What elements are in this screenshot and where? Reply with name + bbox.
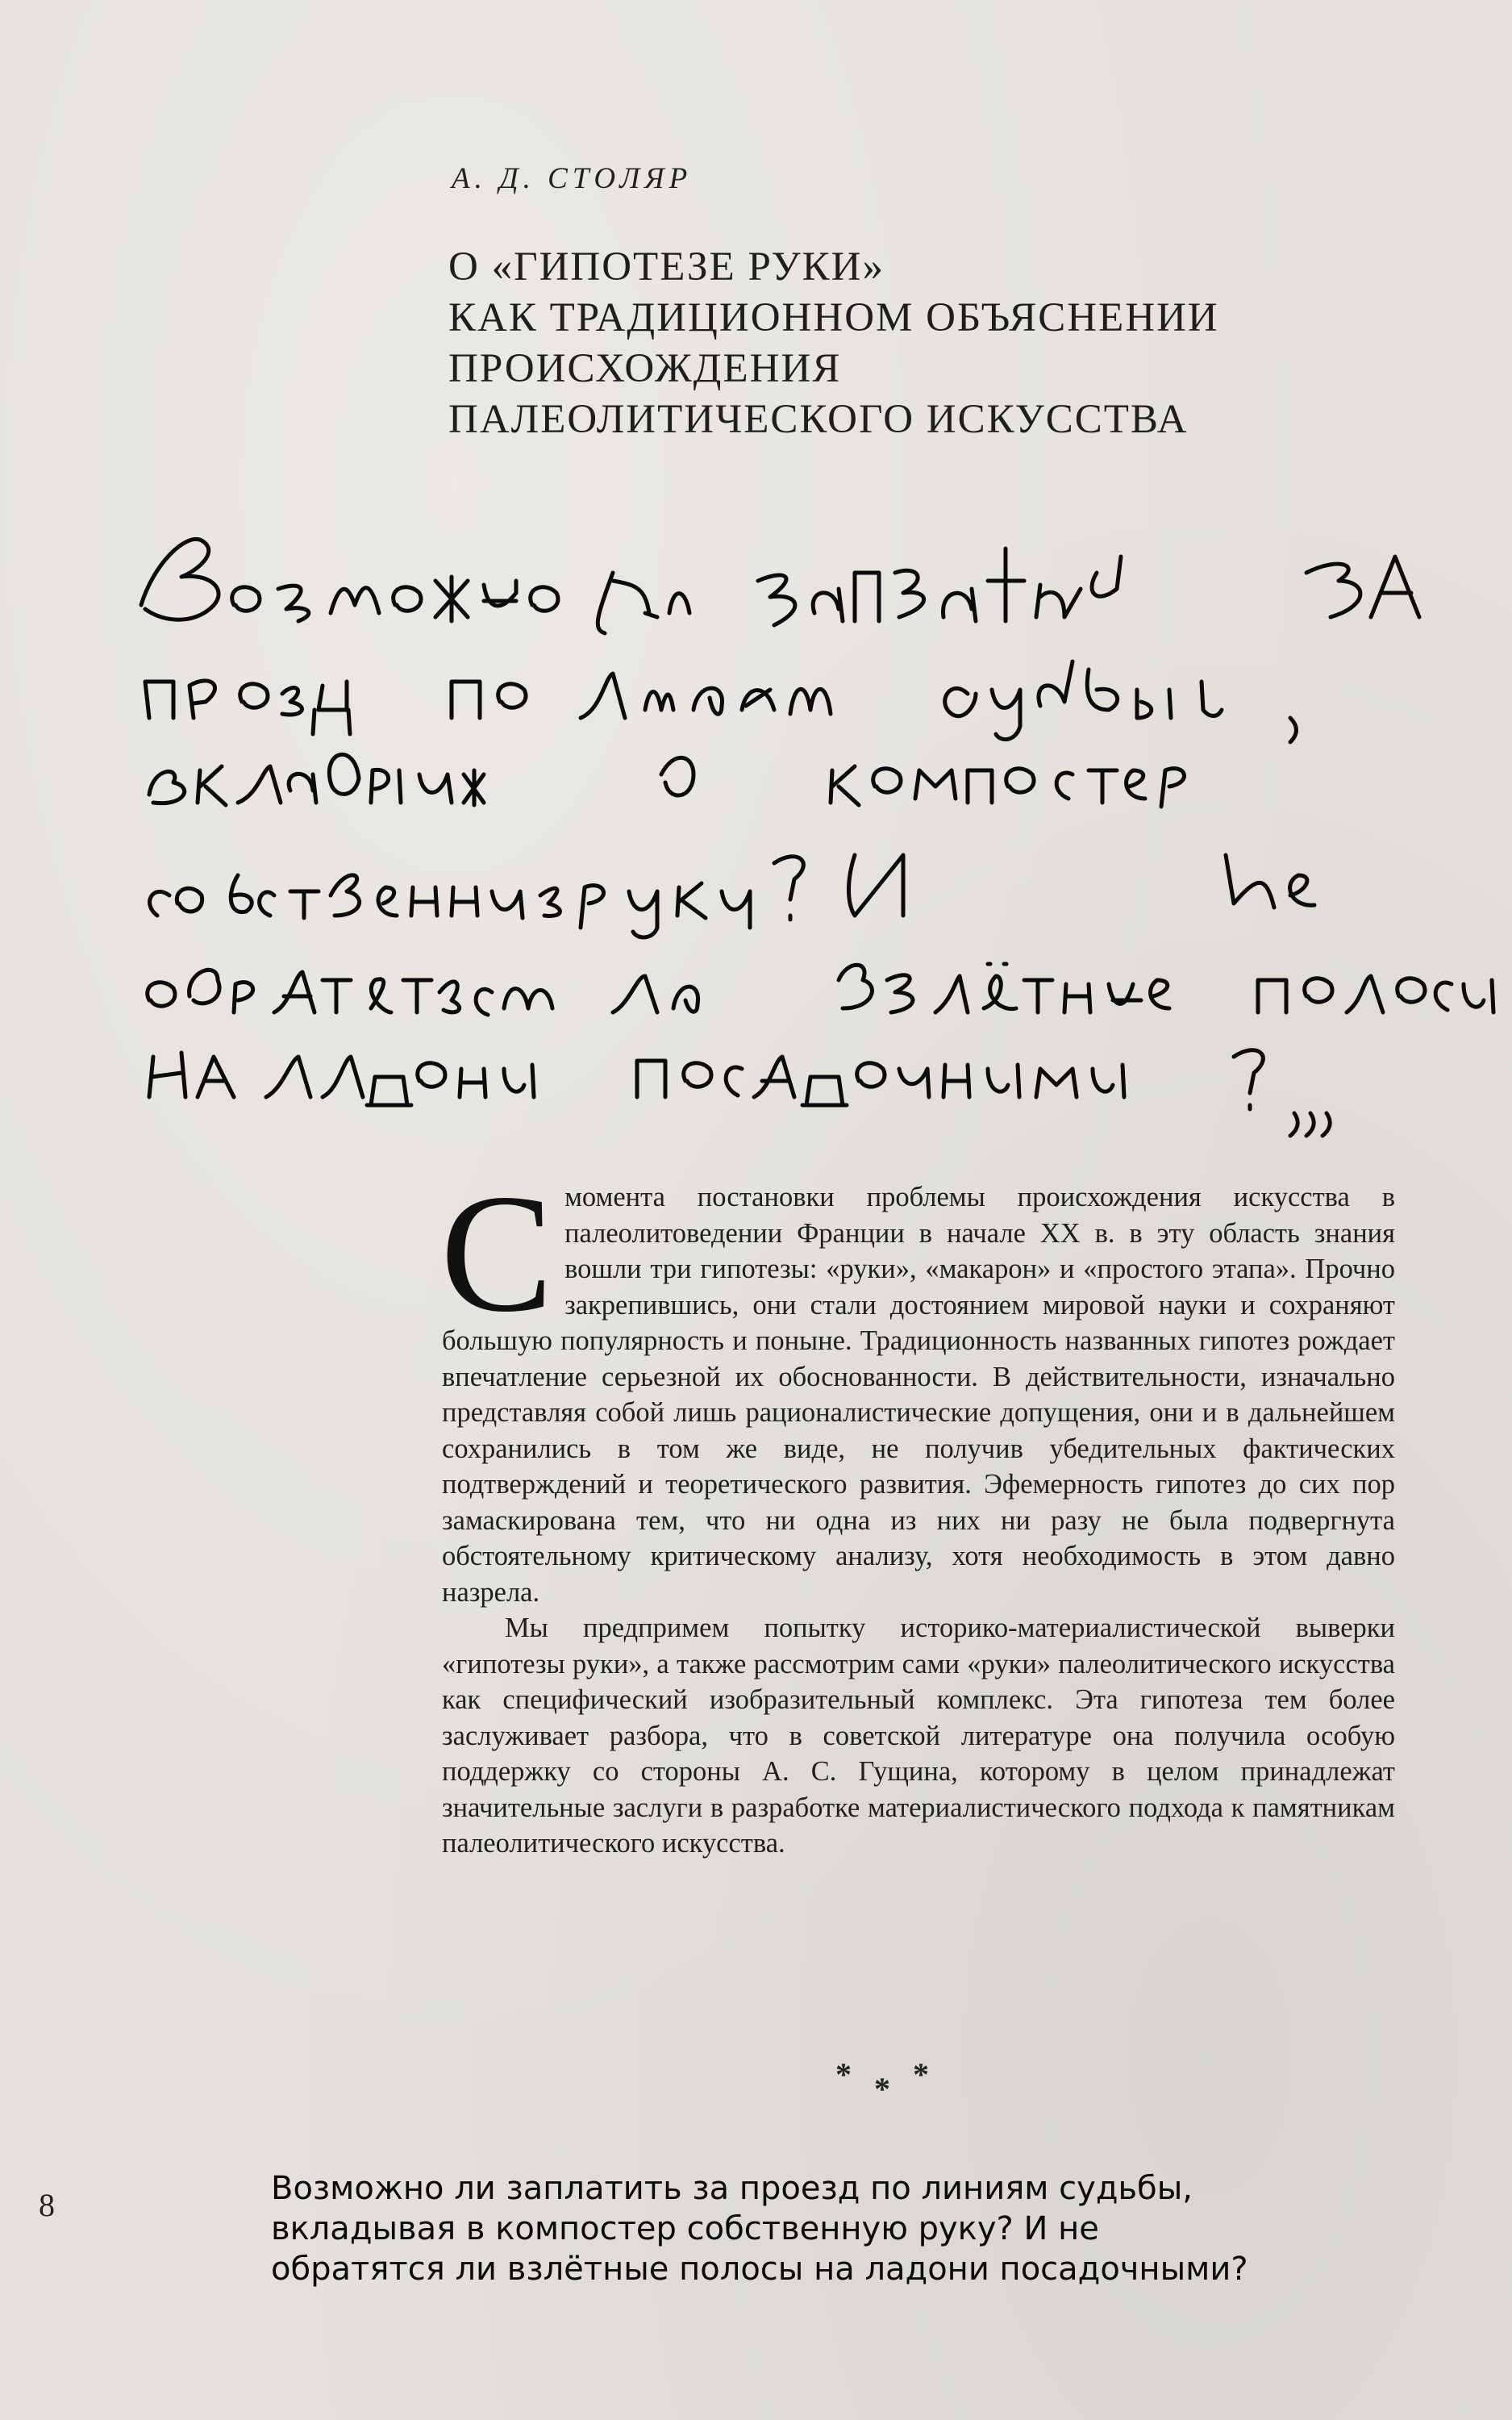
paragraph-1-text: момента постановки проблемы происхождения искусства в палеолитоведении Франции в начале XX в. в эту область знания вошли три гипотезы: «руки», «макарон» и «простого этапа». Прочно закрепившись, они стали достоянием мировой науки и сохраняют большую популярность и поныне. Традиционность названных гипотез рождает впечатление серьезной их обоснованности. В действительности, изначально представляя собой лишь рационалистические допущения, они и в дальнейшем сохранились в том же виде, не получив убедительных фактических подтверждений и теоретического развития. Эфемерность гипотез до сих пор замаскирована тем, что ни одна из них ни разу не была подвергнута обстоятельному критическому анализу, хотя необходимость в этом давно назрела. (442, 1182, 1395, 1608)
caption-line: вкладывая в компостер собственную руку? И не (271, 2210, 1099, 2247)
caption-line: Возможно ли заплатить за проезд по линиям судьбы, (271, 2170, 1193, 2207)
handwriting-line (145, 661, 1297, 742)
title-line: ПРОИСХОЖДЕНИЯ (448, 346, 842, 391)
handwritten-note (0, 476, 1512, 1170)
handwriting-line (148, 964, 1493, 1015)
handwriting-line (141, 539, 1419, 633)
title-line: КАК ТРАДИЦИОННОМ ОБЪЯСНЕНИИ (448, 295, 1219, 340)
author-name: А. Д. СТОЛЯР (452, 162, 693, 195)
section-separator: * * * (835, 2056, 929, 2107)
typed-caption (271, 2168, 1416, 2289)
handwriting-line (150, 855, 1314, 937)
drop-cap: С (440, 1160, 554, 1347)
handwriting-line (149, 1050, 1330, 1136)
handwriting-line (149, 754, 1185, 807)
article-title (448, 242, 1219, 445)
article-body (440, 1160, 1395, 1862)
caption-line: обратятся ли взлётные полосы на ладони посадочными? (271, 2251, 1248, 2288)
paragraph-1 (440, 1160, 1395, 1610)
paragraph-2: Мы предпримем попытку историко-материалистической выверки «гипотезы руки», а также рассмотрим сами «руки» палеолитического искусства как специфический изобразительный комплекс. Эта гипотеза тем более заслуживает разбора, что в советской литературе она получила особую поддержку со стороны А. С. Гущина, которому в целом принадлежат значительные заслуги в разработке материалистического подхода к памятникам палеолитического искусства. (442, 1613, 1395, 1859)
title-line: О «ГИПОТЕЗЕ РУКИ» (448, 244, 885, 290)
title-line: ПАЛЕОЛИТИЧЕСКОГО ИСКУССТВА (448, 397, 1189, 442)
page-number: 8 (39, 2187, 55, 2223)
